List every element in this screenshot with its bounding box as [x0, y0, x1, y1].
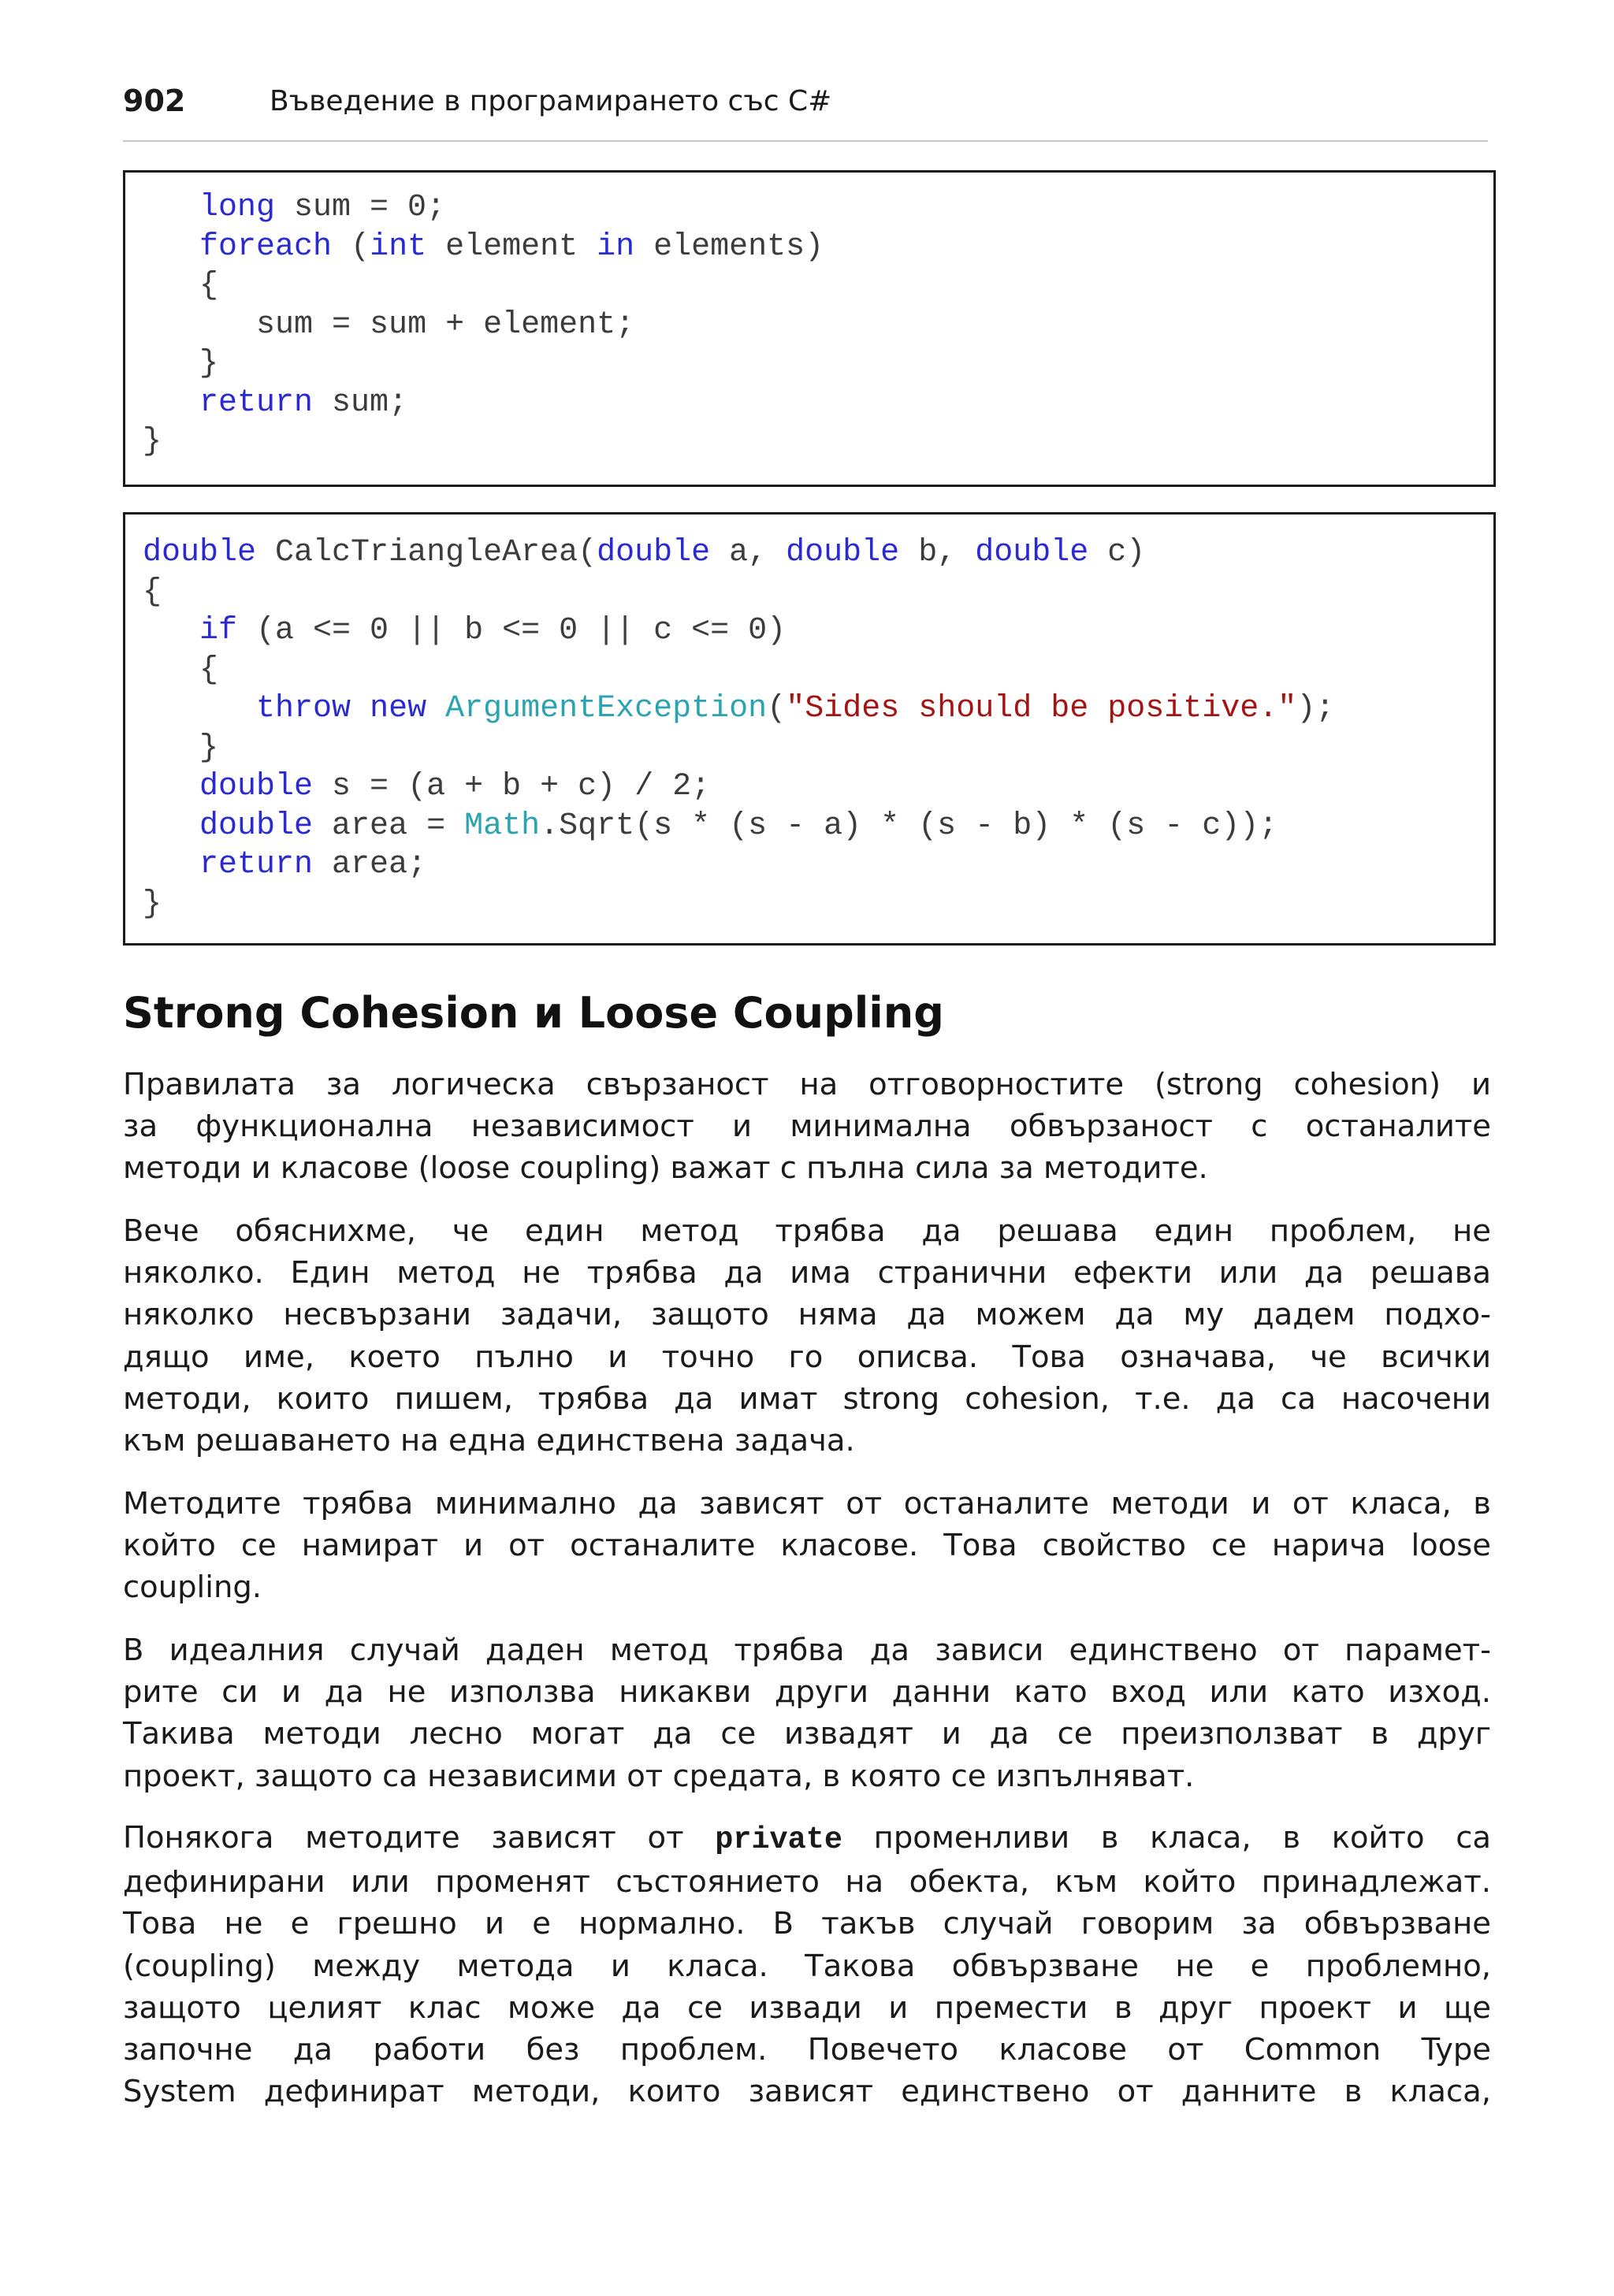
keyword: in [597, 228, 635, 265]
text-line: за функционална независимост и минимална обвързаност с останалите [123, 1109, 1491, 1145]
string-literal: "Sides should be positive." [786, 691, 1297, 726]
text-line: coupling. [123, 1570, 262, 1606]
keyword: if [199, 613, 238, 648]
code-line: { [199, 652, 219, 688]
code-line: foreach (int element in elements) [199, 228, 824, 265]
code-listing [143, 533, 1334, 923]
code-line: { [199, 268, 219, 303]
type-name: ArgumentException [445, 691, 768, 726]
type-name: Math [464, 808, 541, 844]
text-line: защото целият клас може да се извади и премести в друг проект и ще [123, 1989, 1491, 2026]
page-number: 902 [123, 84, 186, 118]
text-line: към решаването на една единствена задача. [123, 1423, 855, 1459]
code-line: double area = Math.Sqrt(s * (s - a) * (s - b) * (s - c)); [199, 808, 1278, 844]
keyword: double [143, 535, 257, 570]
text-line: (coupling) между метода и класа. Такова обвързване не е проблемно, [123, 1948, 1491, 1984]
text-line: В идеалния случай даден метод трябва да зависи единствено от парамет- [123, 1633, 1491, 1668]
code-line: return sum; [199, 385, 408, 421]
code-line: } [143, 424, 162, 459]
keyword: double [597, 535, 711, 570]
paragraph-ideal-method [123, 1629, 1491, 1797]
code-line: double CalcTriangleArea(double a, double b, double c) [143, 535, 1146, 570]
paragraph-cohesion-coupling-rules [123, 1064, 1491, 1190]
keyword: return [199, 385, 314, 421]
keyword: double [975, 535, 1089, 570]
code-line: double s = (a + b + c) / 2; [199, 769, 711, 804]
code-listing [143, 188, 824, 462]
text-line: проект, защото са независими от средата, в която се изпълняват. [123, 1758, 1195, 1794]
text-line: Понякога методите зависят от private променливи в класа, в който са [123, 1820, 1491, 1857]
keyword: new [370, 691, 427, 726]
code-block-triangle-area [123, 512, 1496, 946]
page-header [123, 79, 1488, 142]
text-line: няколко несвързани задачи, защото няма да можем да му дадем подхо- [123, 1297, 1491, 1333]
section-heading: Strong Cohesion и Loose Coupling [123, 988, 944, 1038]
paragraph-private-dependencies [123, 1817, 1491, 2112]
text-line: Правилата за логическа свързаност на отговорностите (strong cohesion) и [123, 1067, 1491, 1102]
code-line: return area; [199, 847, 427, 882]
text-line: методи и класове (loose coupling) важат с пълна сила за методите. [123, 1150, 1208, 1187]
text-line: дящо име, което пълно и точно го описва. Това означава, че всички [123, 1339, 1491, 1375]
code-line: long sum = 0; [199, 190, 446, 225]
keyword: double [199, 808, 314, 844]
paragraph-single-responsibility [123, 1210, 1491, 1462]
code-line: } [199, 730, 219, 766]
code-line: } [199, 346, 219, 381]
running-title: Въведение в програмирането със C# [270, 85, 832, 117]
paragraph-loose-coupling [123, 1483, 1491, 1609]
keyword: foreach [199, 228, 333, 265]
code-block-sum [123, 170, 1496, 487]
code-line: throw new ArgumentException("Sides should be positive."); [256, 691, 1335, 726]
text-line: Такива методи лесно могат да се извадят и да се преизползват в друг [123, 1716, 1491, 1752]
text-line: който се намират и от останалите класове. Това свойство се нарича loose [123, 1528, 1491, 1564]
text-line: рите си и да не използва никакви други данни като вход или като изход. [123, 1674, 1491, 1711]
code-line: { [143, 574, 162, 610]
text-line: започне да работи без проблем. Повечето класове от Common Type [123, 2032, 1491, 2068]
text-line: няколко. Един метод не трябва да има странични ефекти или да решава [123, 1255, 1491, 1291]
keyword: int [370, 228, 427, 265]
code-line: sum = sum + element; [256, 307, 635, 343]
code-line: } [143, 886, 162, 922]
text-line: дефинирани или променят състоянието на обекта, към който принадлежат. [123, 1864, 1491, 1900]
text-line: Методите трябва минимално да зависят от останалите методи и от класа, в [123, 1486, 1491, 1521]
code-line: if (a <= 0 || b <= 0 || c <= 0) [199, 613, 787, 648]
text-line: методи, които пишем, трябва да имат strong cohesion, т.е. да са насочени [123, 1380, 1491, 1417]
keyword: return [199, 847, 314, 882]
keyword: double [786, 535, 900, 570]
keyword: throw [256, 691, 351, 726]
text-line: System дефинират методи, които зависят единствено от данните в класа, [123, 2074, 1491, 2110]
text-line: Това не е грешно и е нормално. В такъв случай говорим за обвързване [123, 1906, 1491, 1942]
text-line: Вече обяснихме, че един метод трябва да решава един проблем, не [123, 1213, 1491, 1249]
inline-code: private [715, 1822, 842, 1857]
keyword: long [199, 190, 276, 225]
keyword: double [199, 769, 314, 804]
